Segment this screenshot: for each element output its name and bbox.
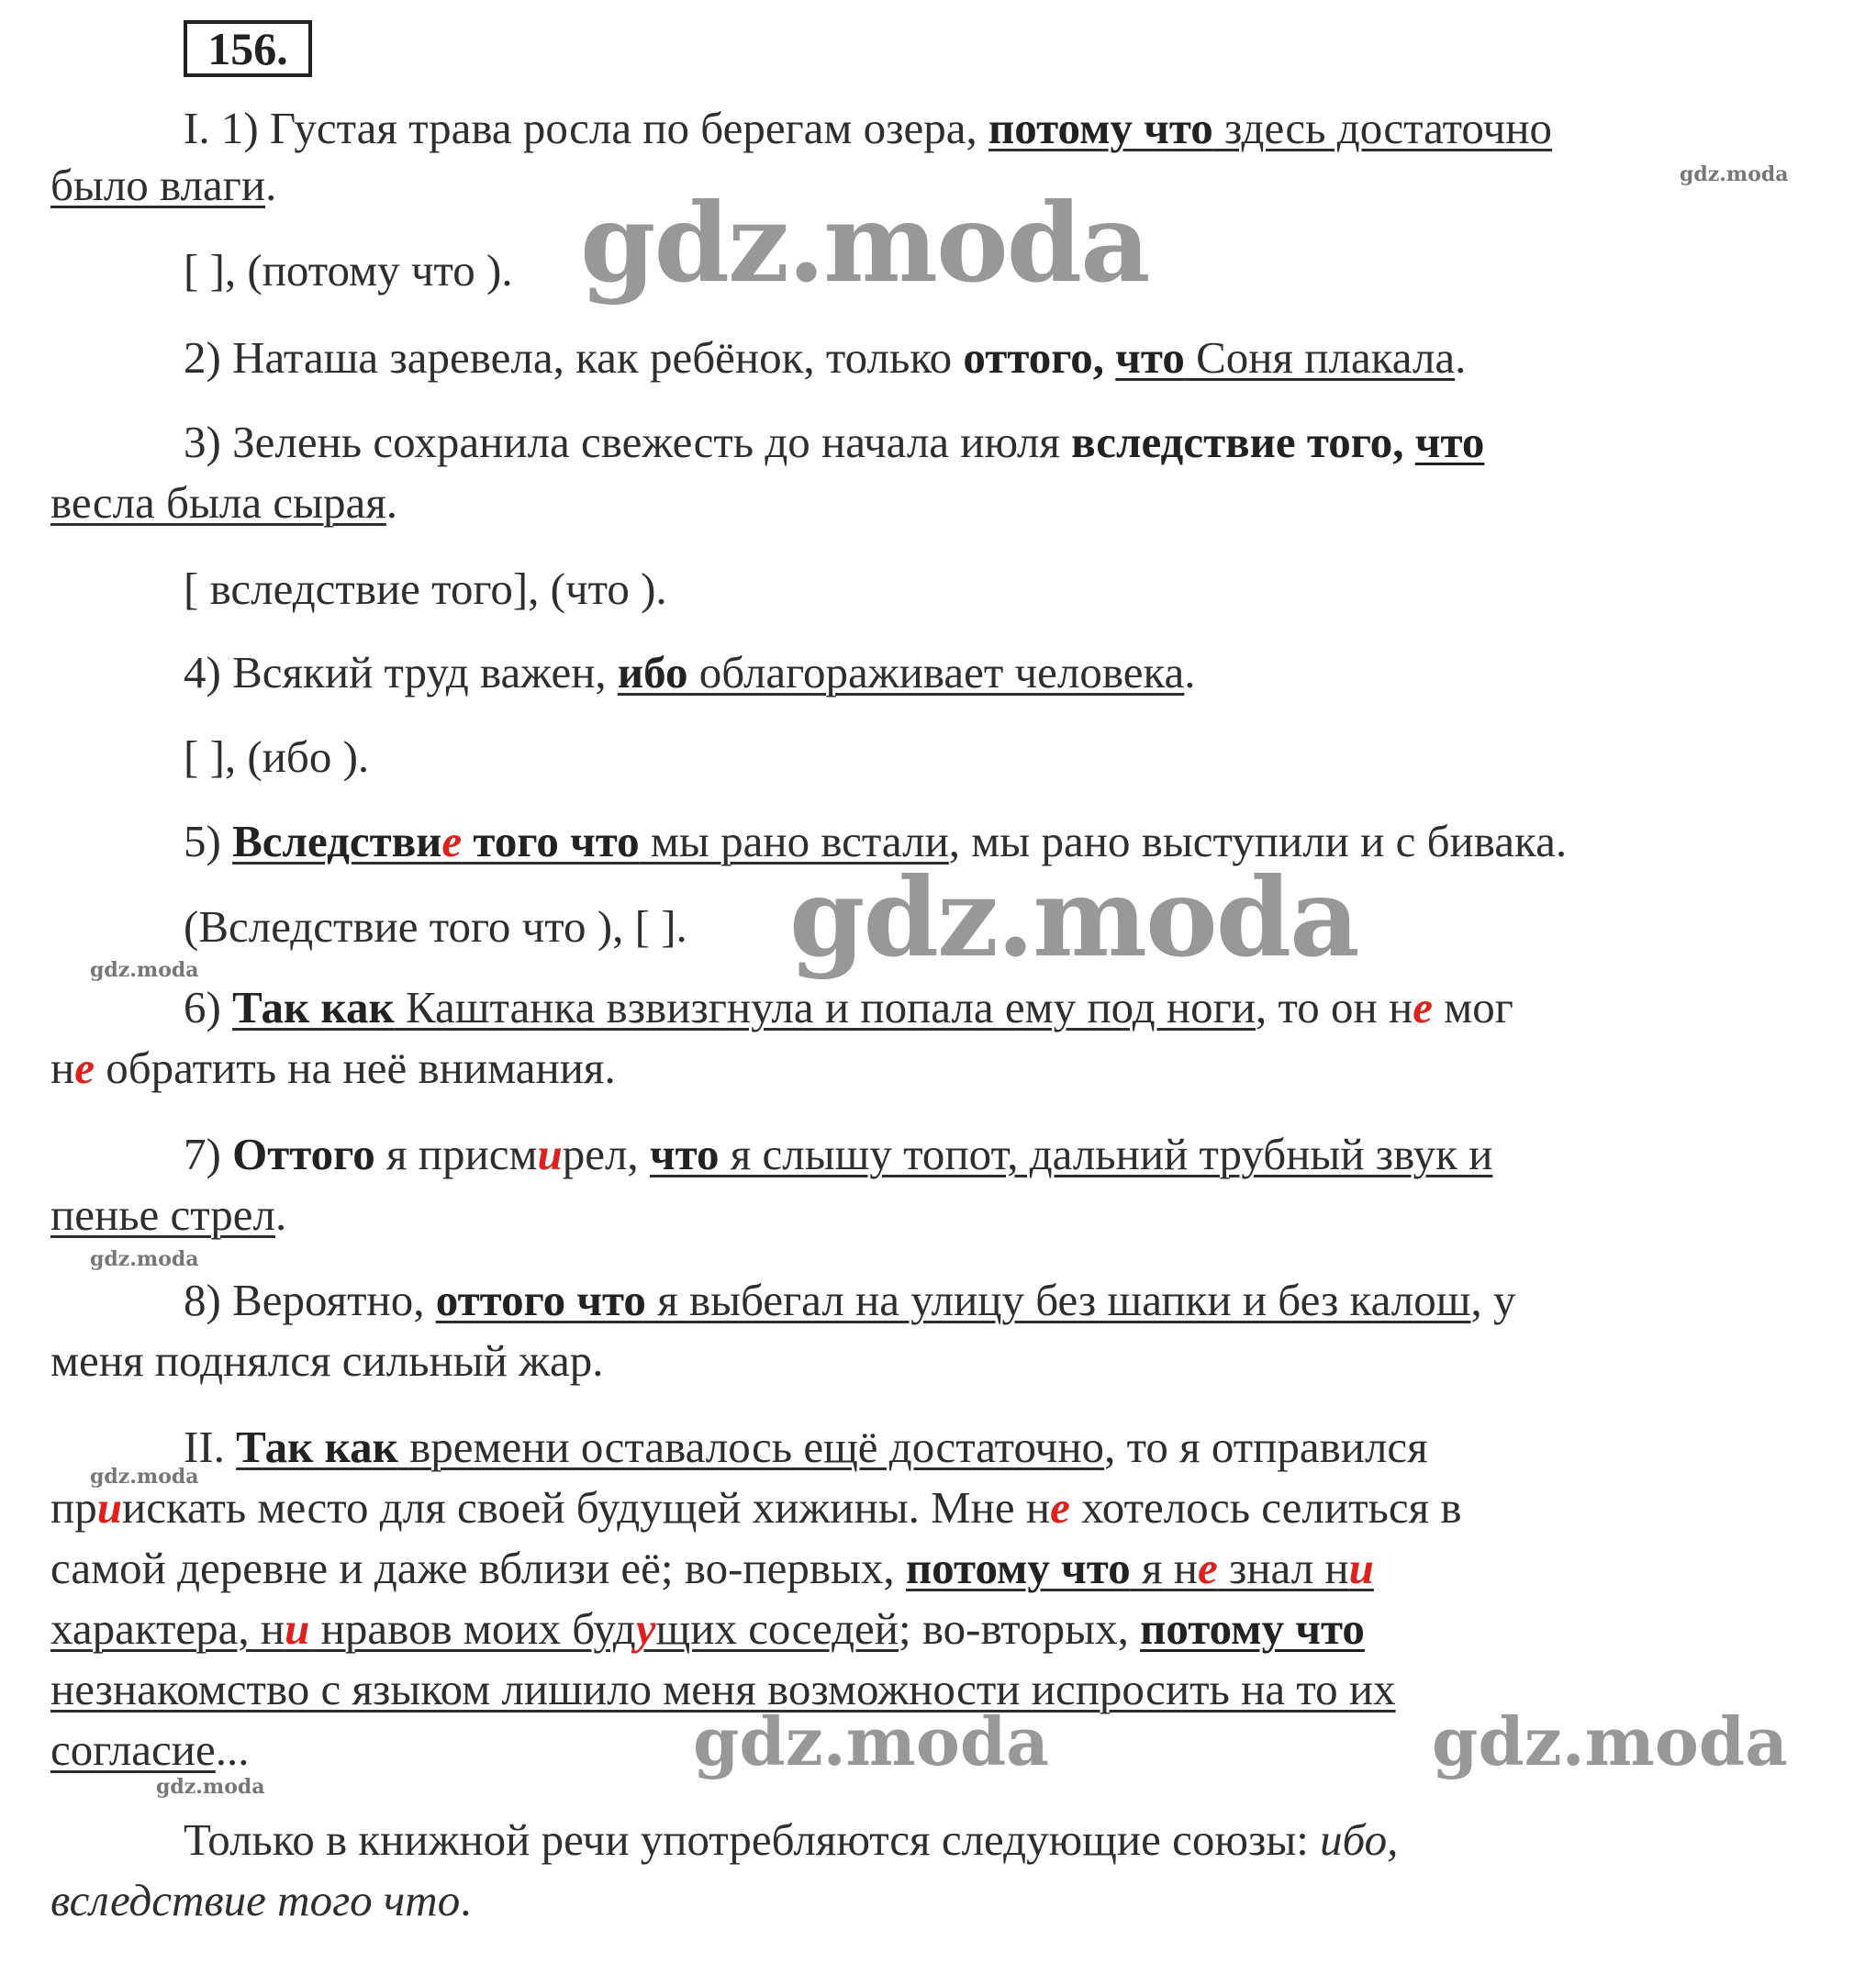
conjunction: что bbox=[1414, 417, 1485, 467]
sentence-2 bbox=[184, 330, 1849, 385]
clause-text: Каштанка взвизгнула и попала ему под ноги bbox=[394, 982, 1256, 1032]
task-number: 156. bbox=[184, 20, 312, 77]
conclusion-line-2 bbox=[50, 1873, 1849, 1928]
part-2-line-1 bbox=[184, 1420, 1849, 1475]
clause-text: я н bbox=[1130, 1543, 1198, 1593]
space bbox=[1104, 332, 1115, 383]
watermark-logo: gdz.moda bbox=[580, 179, 1149, 307]
conjunction: Так как bbox=[236, 1422, 398, 1472]
clause-text: щих соседей bbox=[655, 1603, 899, 1654]
sentence-7-line-1 bbox=[184, 1127, 1849, 1182]
conjunction-example: ибо, bbox=[1320, 1814, 1399, 1865]
conjunction: что bbox=[1115, 332, 1185, 383]
text: , мы рано выступили и с бивака. bbox=[948, 816, 1568, 866]
text: искать место для своей будущей хижины. Мне н bbox=[122, 1482, 1051, 1533]
clause-text: я выбегал на улицу без шапки и без калош bbox=[645, 1275, 1471, 1325]
sentence-6-line-1 bbox=[184, 980, 1849, 1035]
spelling-mark: е bbox=[1197, 1543, 1218, 1593]
clause bbox=[236, 1422, 1104, 1472]
watermark-small: gdz.moda bbox=[1680, 162, 1789, 186]
text: , то я отправился bbox=[1104, 1422, 1428, 1472]
conjunction: ибо bbox=[617, 647, 688, 697]
spelling-mark: е bbox=[1413, 982, 1433, 1032]
text: мог bbox=[1432, 982, 1513, 1032]
conjunction: оттого что bbox=[435, 1275, 646, 1325]
conjunction: Так как bbox=[232, 982, 395, 1032]
text: 3) Зелень сохранила свежесть до начала июля bbox=[184, 417, 1072, 467]
clause-text: характера, н bbox=[50, 1603, 285, 1654]
clause-text: знал н bbox=[1217, 1543, 1349, 1593]
conjunction: оттого, bbox=[963, 332, 1105, 383]
text: Только в книжной речи употребляются следующие союзы: bbox=[184, 1814, 1321, 1865]
text: я присм bbox=[374, 1129, 538, 1179]
sentence-4-scheme: [ ], (ибо ). bbox=[184, 731, 370, 782]
clause-text: было влаги bbox=[50, 160, 266, 210]
clause-text: согласие bbox=[50, 1724, 216, 1775]
conjunction: потому что bbox=[988, 103, 1213, 153]
clause-text: незнакомство с языком лишило меня возможности испросить на то их bbox=[50, 1664, 1396, 1714]
text: пр bbox=[50, 1482, 97, 1533]
clause bbox=[50, 1603, 899, 1654]
spelling-mark: и bbox=[96, 1482, 122, 1533]
spelling-mark: и bbox=[285, 1603, 310, 1654]
text: , у bbox=[1470, 1275, 1516, 1325]
sentence-3-line-1 bbox=[184, 415, 1849, 470]
punct: . bbox=[265, 160, 277, 210]
clause bbox=[650, 1129, 1492, 1179]
space bbox=[1404, 417, 1415, 467]
sentence-1-scheme: [ ], (потому что ). bbox=[184, 245, 513, 296]
sentence-6-line-2 bbox=[50, 1041, 1849, 1096]
text: ; во-вторых, bbox=[899, 1603, 1141, 1654]
conjunction: того что bbox=[462, 816, 640, 866]
spelling-mark: е bbox=[74, 1043, 95, 1093]
spelling-mark: е bbox=[1050, 1482, 1070, 1533]
conclusion-line-1 bbox=[184, 1813, 1849, 1868]
text: 4) Всякий труд важен, bbox=[184, 647, 618, 697]
text: хотелось селиться в bbox=[1069, 1482, 1462, 1533]
text: I. 1) Густая трава росла по берегам озера, bbox=[184, 103, 989, 153]
punct: . bbox=[1184, 647, 1196, 697]
text: рел, bbox=[562, 1129, 650, 1179]
conjunction-example: вследствие того что bbox=[50, 1875, 461, 1925]
sentence-7-line-2 bbox=[50, 1188, 1849, 1243]
sentence-3-scheme: [ вследствие того], (что ). bbox=[184, 563, 667, 614]
punct: . bbox=[1455, 332, 1467, 383]
text: 6) bbox=[184, 982, 233, 1032]
clause bbox=[618, 647, 1184, 697]
clause-text: пенье стрел bbox=[50, 1189, 275, 1240]
sentence-8-line-1 bbox=[184, 1273, 1849, 1328]
conjunction: Вследстви bbox=[232, 816, 442, 866]
watermark-logo: gdz.moda bbox=[693, 1702, 1049, 1780]
clause-text: облагораживает человека bbox=[687, 647, 1185, 697]
predicate-part bbox=[988, 103, 1552, 153]
punct: . bbox=[275, 1189, 287, 1240]
clause bbox=[1115, 332, 1455, 383]
text: 2) Наташа заревела, как ребёнок, только bbox=[184, 332, 964, 383]
clause-text: я слышу топот, дальний трубный звук и bbox=[719, 1129, 1493, 1179]
spelling-mark: е bbox=[441, 816, 463, 866]
clause-text: мы рано встали bbox=[639, 816, 949, 866]
watermark-small: gdz.moda bbox=[90, 958, 199, 982]
sentence-8-line-2: меня поднялся сильный жар. bbox=[50, 1335, 604, 1386]
text: 8) Вероятно, bbox=[184, 1275, 436, 1325]
watermark-small: gdz.moda bbox=[90, 1247, 199, 1271]
conjunction: Оттого bbox=[232, 1129, 375, 1179]
sentence-1-line-1 bbox=[184, 101, 1849, 156]
watermark-logo: gdz.moda bbox=[789, 854, 1358, 981]
clause bbox=[436, 1275, 1471, 1325]
part-2-line-4 bbox=[50, 1601, 1849, 1657]
conjunction: потому что bbox=[905, 1543, 1131, 1593]
conjunction: что bbox=[649, 1129, 720, 1179]
part-2-line-2 bbox=[50, 1480, 1849, 1535]
punct: . bbox=[385, 477, 398, 528]
text: 5) bbox=[184, 816, 233, 866]
clause bbox=[232, 982, 1256, 1032]
conjunction: вследствие того, bbox=[1071, 417, 1404, 467]
spelling-mark: и bbox=[537, 1129, 563, 1179]
ellipsis: ... bbox=[215, 1724, 250, 1775]
clause-text: времени оставалось ещё достаточно bbox=[397, 1422, 1105, 1472]
spelling-mark: и bbox=[1348, 1543, 1374, 1593]
clause-text: здесь достаточно bbox=[1212, 103, 1553, 153]
sentence-4 bbox=[184, 645, 1849, 700]
clause-text: нравов моих буд bbox=[309, 1603, 636, 1654]
text: н bbox=[50, 1043, 75, 1093]
watermark-small: gdz.moda bbox=[90, 1465, 199, 1489]
punct: . bbox=[460, 1875, 472, 1925]
text: обратить на неё внимания. bbox=[94, 1043, 616, 1093]
clause-text: Соня плакала bbox=[1184, 332, 1456, 383]
text: самой деревне и даже вблизи её; во-первых, bbox=[50, 1543, 906, 1593]
sentence-5-scheme: (Вследствие того что ), [ ]. bbox=[184, 901, 687, 952]
part-2-line-3 bbox=[50, 1541, 1849, 1596]
spelling-mark: у bbox=[635, 1603, 656, 1654]
clause-text: весла была сырая bbox=[50, 477, 386, 528]
clause bbox=[906, 1543, 1374, 1593]
text: II. bbox=[184, 1422, 237, 1472]
watermark-logo: gdz.moda bbox=[1432, 1702, 1788, 1780]
conjunction: потому что bbox=[1140, 1603, 1365, 1654]
watermark-small: gdz.moda bbox=[156, 1775, 265, 1799]
text: 7) bbox=[184, 1129, 233, 1179]
sentence-3-line-2 bbox=[50, 475, 1849, 530]
text: , то он н bbox=[1255, 982, 1413, 1032]
